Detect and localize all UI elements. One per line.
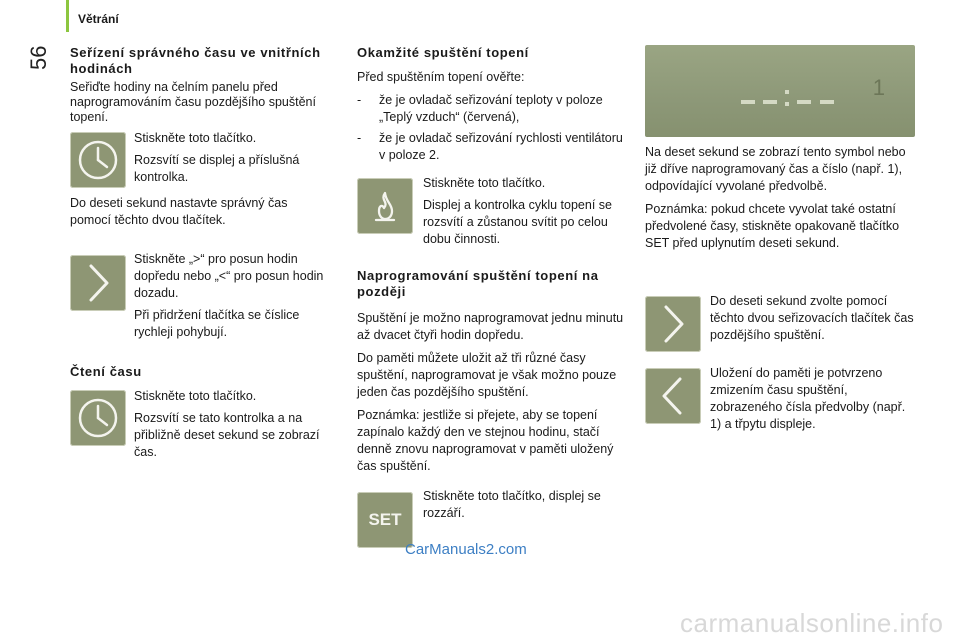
- select-step-text: [710, 293, 915, 349]
- after-display-paragraph: Na deset sekund se zobrazí tento symbol nebo již dříve naprogramovaný čas a číslo (např. 1), odpovídající vyvolané předvolbě.: [645, 145, 906, 193]
- arrow-step-2: Při přidržení tlačítka se číslice rychleji pohybují.: [134, 308, 300, 339]
- page-number: 56: [26, 45, 51, 70]
- instruction-block: [70, 195, 330, 235]
- reading-step-1: Stiskněte toto tlačítko.: [134, 389, 257, 403]
- program-section: [357, 268, 629, 481]
- heat-step-2: Displej a kontrolka cyklu topení se rozsvítí a zůstanou svítit po celou dobu činnosti.: [423, 198, 612, 246]
- clock-step-2: Rozsvítí se displej a příslušná kontrolka.: [134, 153, 300, 184]
- program-paragraph: Do paměti můžete uložit až tři různé časy spuštění, naprogramovat je však možno pouze jeden čas pozdějšího spuštění.: [357, 351, 617, 399]
- section-accent-bar: [66, 0, 69, 32]
- instruction-text: Do deseti sekund nastavte správný čas pomocí těchto dvou tlačítek.: [70, 196, 288, 227]
- clock-button[interactable]: [70, 132, 126, 188]
- section-title: Větrání: [78, 12, 119, 26]
- clock-read-button[interactable]: [70, 390, 126, 446]
- reading-step-text: [134, 388, 342, 466]
- check-dash: -: [357, 131, 362, 145]
- left-column: [70, 45, 342, 131]
- after-display-paragraph: Poznámka: pokud chcete vyvolat také ostatní předvolené časy, stiskněte opakovaně tlačítko SET před uplynutím deseti sekund.: [645, 202, 900, 250]
- heat-step-1: Stiskněte toto tlačítko.: [423, 176, 546, 190]
- heading-program-start: Naprogramování spuštění topení na později: [357, 268, 599, 299]
- set-button-label: SET: [368, 510, 402, 529]
- watermark-carmanuals2: CarManuals2.com: [405, 541, 527, 558]
- arrow-left-button[interactable]: [645, 368, 701, 424]
- heading-read-time: Čtení času: [70, 364, 142, 379]
- arrow-step-text: [134, 251, 334, 346]
- select-step: Do deseti sekund zvolte pomocí těchto dvou seřizovacích tlačítek čas pozdějšího spuštění.: [710, 294, 914, 342]
- arrow-step-1: Stiskněte „>“ pro posun hodin dopředu nebo „<“ pro posun hodin dozadu.: [134, 252, 324, 300]
- check-text: že je ovladač seřizování teploty v poloze „Teplý vzduch“ (červená),: [379, 93, 603, 124]
- chevron-right-icon: [650, 301, 696, 347]
- check-text: že je ovladač seřizování rychlosti ventilátoru v poloze 2.: [379, 131, 623, 162]
- check-item: [357, 130, 629, 164]
- save-step: Uložení do paměti je potvrzeno zmizením času spuštění, zobrazeného čísla předvolby (např. 1) a třpytu displeje.: [710, 366, 906, 431]
- heading-immediate-start: Okamžité spuštění topení: [357, 45, 529, 60]
- heat-step-text: [423, 175, 623, 253]
- program-paragraph: Spuštění je možno naprogramovat jednu minutu až dvacet čtyři hodin dopředu.: [357, 311, 624, 342]
- heading-set-clock: Seřízení správného času ve vnitřních hodinách: [70, 45, 321, 76]
- display-screen: [645, 45, 915, 137]
- watermark-carmanualsonline: carmanualsonline.info: [680, 608, 944, 638]
- flame-icon: [362, 183, 408, 229]
- save-step-text: [710, 365, 915, 438]
- middle-column: [357, 45, 629, 168]
- intro-text: Seřiďte hodiny na čelním panelu před naprogramováním času pozdějšího spuštění topení.: [70, 80, 316, 124]
- clock-icon: [75, 395, 121, 441]
- arrow-right-button[interactable]: [70, 255, 126, 311]
- clock-icon: [75, 137, 121, 183]
- set-step: Stiskněte toto tlačítko, displej se rozzáří.: [423, 489, 601, 520]
- clock-step-1: Stiskněte toto tlačítko.: [134, 131, 257, 145]
- arrow-right-button-2[interactable]: [645, 296, 701, 352]
- program-paragraph: Poznámka: jestliže si přejete, aby se topení zapínalo každý den ve stejnou hodinu, stačí denně znovu naprogramovat v paměti uložený čas spuštění.: [357, 408, 614, 473]
- set-step-text: [423, 488, 623, 527]
- check-item: [357, 92, 629, 126]
- chevron-right-icon: [75, 260, 121, 306]
- reading-step-2: Rozsvítí se tato kontrolka a na přibližně deset sekund se zobrazí čas.: [134, 411, 320, 459]
- check-intro: Před spuštěním topení ověřte:: [357, 70, 525, 84]
- page-number-wrap: [24, 42, 54, 82]
- reading-heading-block: [70, 364, 330, 380]
- check-dash: -: [357, 93, 362, 107]
- right-column: [645, 144, 917, 258]
- set-button[interactable]: [357, 492, 413, 548]
- chevron-left-icon: [650, 373, 696, 419]
- display-preset-digit: 1: [872, 75, 885, 100]
- clock-step-text: [134, 130, 334, 191]
- heat-button[interactable]: [357, 178, 413, 234]
